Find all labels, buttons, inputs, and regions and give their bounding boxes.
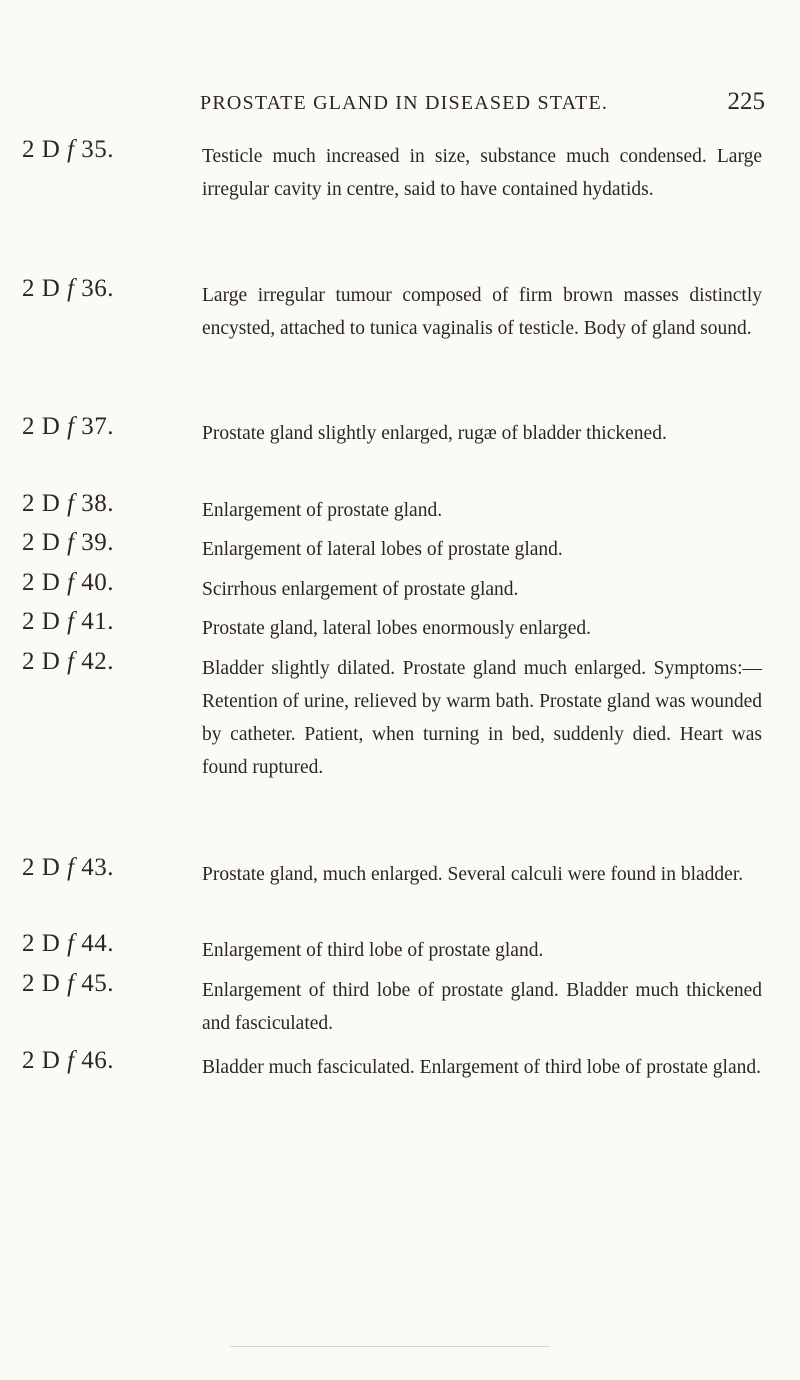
entry-code: 2 D f 36. <box>22 275 115 302</box>
entry-code: 2 D f 40. <box>22 569 115 596</box>
entry-description: Enlargement of lateral lobes of prostate gland. <box>202 539 563 560</box>
entry-code: 2 D f 38. <box>22 490 115 517</box>
entry-description: Prostate gland, much enlarged. Several calculi were found in bladder. <box>202 864 744 885</box>
entry-code: 2 D f 44. <box>22 930 115 957</box>
running-header <box>200 88 765 122</box>
entry-description: Prostate gland slightly enlarged, rugæ of bladder thickened. <box>202 423 667 444</box>
page-number: 225 <box>727 88 765 115</box>
entry-description: Bladder much fasciculated. Enlargement of third lobe of prostate gland. <box>202 1057 761 1078</box>
entry-description: Prostate gland, lateral lobes enormously enlarged. <box>202 618 591 639</box>
page-bottom-rule <box>230 1346 550 1347</box>
entry-description: Large irregular tumour composed of firm brown masses distinctly encysted, attached to tunica vaginalis of testicle. Body of gland sound. <box>202 285 762 339</box>
entry-code: 2 D f 39. <box>22 529 115 556</box>
entry-code: 2 D f 45. <box>22 970 115 997</box>
entry-code: 2 D f 46. <box>22 1047 115 1074</box>
page-header-title: PROSTATE GLAND IN DISEASED STATE. <box>200 92 609 114</box>
entry-description: Enlargement of prostate gland. <box>202 500 443 521</box>
entry-code: 2 D f 35. <box>22 136 115 163</box>
entry-code: 2 D f 37. <box>22 413 115 440</box>
entry-description: Enlargement of third lobe of prostate gland. <box>202 940 544 961</box>
entry-description: Enlargement of third lobe of prostate gland. Bladder much thickened and fasciculated. <box>202 980 762 1034</box>
entry-code: 2 D f 42. <box>22 648 115 675</box>
entry-description: Bladder slightly dilated. Prostate gland much enlarged. Symptoms:—Retention of urine, relieved by warm bath. Prostate gland was wounded by catheter. Patient, when turning in bed, suddenly died. Heart was found ruptured. <box>202 658 762 778</box>
entry-code: 2 D f 41. <box>22 608 115 635</box>
entry-description: Scirrhous enlargement of prostate gland. <box>202 579 519 600</box>
entry-description: Testicle much increased in size, substance much condensed. Large irregular cavity in centre, said to have contained hydatids. <box>202 146 762 200</box>
entry-code: 2 D f 43. <box>22 854 115 881</box>
